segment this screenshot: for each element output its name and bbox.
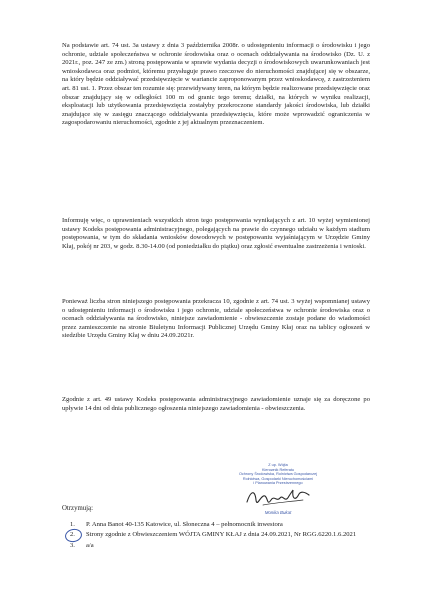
stamp-line: Kierownik Referatu xyxy=(261,467,295,472)
paragraph-rights-info: Informuję więc, o uprawnieniach wszystkich stron tego postępowania wynikających z art. 10 wyżej wymienionej ustawy Kodeks postępowania administracyjnego, polegających na prawie do czynnego udziału w każdym stadium postępowania, w tym do składania wniosków dowodowych w postępowaniu wyjaśniającym w Urzędzie Gminy Kłaj, pokój nr 203, w godz. 8.30-14.00 (od poniedziałku do piątku) oraz zgłosić ewentualne zastrzeżenia i wnioski. xyxy=(62,217,370,250)
paragraph-publication: Ponieważ liczba stron niniejszego postępowania przekracza 10, zgodnie z art. 74 ust. 3 wyżej wspomnianej ustawy o udostępnieniu informacji o środowisku i jego ochronie, udziale społeczeństwa w ochronie środowiska oraz o ocenach oddziaływania na środowisko, niniejsze zawiadomienie - obwieszczenie zostaje podane do wiadomości przez zamieszczenie na stronie Biuletynu Informacji Publicznej Urzędu Gminy Kłaj oraz na tablicy ogłoszeń w siedzibie Urzędu Gminy Kłaj w dniu 24.09.2021r. xyxy=(62,298,370,340)
official-stamp xyxy=(218,463,338,515)
list-item-number: 1. xyxy=(70,521,75,528)
stamp-line: Ochrony Środowiska, Rolnictwa Gospodarczej xyxy=(238,472,318,477)
stamp-line: Rolnictwa, Gospodarki Nieruchomościami xyxy=(242,476,314,481)
recipients-label: Otrzymują: xyxy=(62,505,93,512)
signature-area xyxy=(218,486,338,510)
list-item xyxy=(62,531,362,539)
list-item-text: Strony zgodnie z Obwieszczeniem WÓJTA GMINY KŁAJ z dnia 24.09.2021, Nr RGG.6220.1.6.2021 xyxy=(86,531,357,539)
stamp-line: Z up. Wójta xyxy=(268,463,288,467)
list-item-number: 2. xyxy=(70,531,75,539)
handwritten-signature-icon xyxy=(243,486,313,510)
recipients-list xyxy=(62,521,362,552)
stamp-signatory-name: Monika Bukat xyxy=(264,509,292,515)
paragraph-legal-basis: Na podstawie art. 74 ust. 3a ustawy z dnia 3 października 2008r. o udostępnieniu informacji o środowisku i jego ochronie, udziale społeczeństwa w ochronie środowiska oraz o ocenach oddziaływania na środowisko (Dz. U. z 2021r., poz. 247 ze zm.) stroną postępowania w sprawie wydania decyzji o środowiskowych uwarunkowaniach jest wnioskodawca oraz podmiot, któremu przysługuje prawo rzeczowe do nieruchomości znajdującej się w obszarze, na który będzie oddziaływać przedsięwzięcie w wariancie zaproponowanym przez wnioskodawcę, z zastrzeżeniem art. 81 ust. 1. Przez obszar ten rozumie się: przewidywany teren, na którym będzie realizowane przedsięwzięcie oraz obszar znajdujący się w odległości 100 m od granic tego terenu; działki, na których w wyniku realizacji, eksploatacji lub użytkowania przedsięwzięcia zostałyby przekroczone standardy jakości środowiska, lub działki znajdujące się w zasięgu znaczącego oddziaływania przedsięwzięcia, które może wprowadzić ograniczenia w zagospodarowaniu nieruchomości, zgodnie z jej aktualnym przeznaczeniem. xyxy=(62,42,370,127)
list-item xyxy=(62,521,362,529)
list-item-number: 3. xyxy=(70,541,75,549)
list-item xyxy=(62,542,362,550)
stamp-line: i Planowania Przestrzennego xyxy=(253,481,303,486)
list-item-text: P. Anna Banot 40-135 Katowice, ul. Słoneczna 4 – pełnomocnik inwestora xyxy=(86,521,283,528)
paragraph-delivery: Zgodnie z art. 49 ustawy Kodeks postępowania administracyjnego zawiadomienie uznaje się za doręczone po upływie 14 dni od dnia publicznego ogłoszenia niniejszego zawiadomienia - obwieszczenia. xyxy=(62,396,370,412)
list-item-text: a/a xyxy=(86,541,94,549)
